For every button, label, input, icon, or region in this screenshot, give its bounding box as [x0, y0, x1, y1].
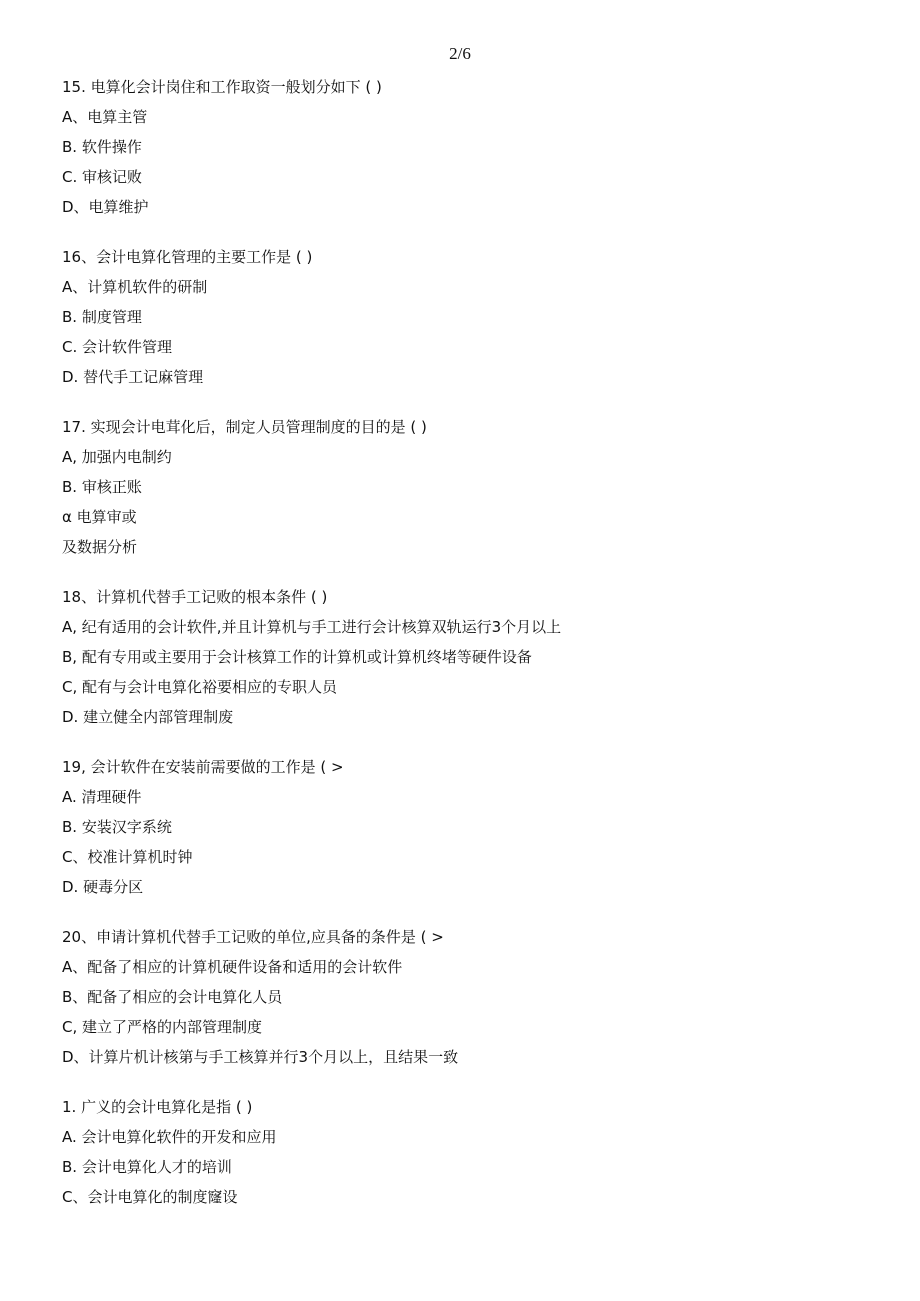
- question-20: [62, 922, 882, 1072]
- option-d: D. 硬毒分区: [62, 878, 144, 896]
- option-a: A、计算机软件的研制: [62, 278, 208, 296]
- question-stem: 19, 会计软件在安装前需要做的工作是 ( >: [62, 758, 344, 776]
- option-a: A、电算主管: [62, 108, 148, 126]
- question-16: [62, 242, 882, 392]
- option-b: B. 软件操作: [62, 138, 142, 156]
- option-d: D. 替代手工记麻管理: [62, 368, 204, 386]
- option-a: A, 加强内电制约: [62, 448, 172, 466]
- question-stem: 1. 广义的会计电算化是指 ( ): [62, 1098, 253, 1116]
- question-15: [62, 72, 882, 222]
- option-b: B. 审核正账: [62, 478, 142, 496]
- option-b: B. 制度管理: [62, 308, 142, 326]
- option-c: C、会计电算化的制度窿设: [62, 1188, 238, 1206]
- question-1: [62, 1092, 882, 1212]
- question-18: [62, 582, 882, 732]
- page-number: 2/6: [449, 44, 471, 63]
- option-b: B. 安装汉字系统: [62, 818, 172, 836]
- question-19: [62, 752, 882, 902]
- option-d: D. 建立健全内部管理制废: [62, 708, 234, 726]
- option-b: B、配备了相应的会计电算化人员: [62, 988, 283, 1006]
- option-a: A, 纪有适用的会计软件,并且计算机与手工进行会计核算双轨运行3个月以上: [62, 618, 562, 636]
- option-b: B. 会计电算化人才的培训: [62, 1158, 232, 1176]
- question-list: [62, 72, 882, 1232]
- question-stem: 17. 实现会计电茸化后，制定人员管理制度的目的是 ( ): [62, 418, 427, 436]
- question-17: [62, 412, 882, 562]
- option-a: A. 清理硬件: [62, 788, 142, 806]
- option-a: A、配备了相应的计算机硬件设备和适用的会计软件: [62, 958, 403, 976]
- option-c: C. 会计软件管理: [62, 338, 173, 356]
- option-c: C、校准计算机时钟: [62, 848, 193, 866]
- option-c: C. 审核记败: [62, 168, 143, 186]
- option-b: B, 配有专用或主要用于会计核算工作的计算机或计算机终堵等硬件设备: [62, 648, 532, 666]
- option-d: 及数据分析: [62, 538, 138, 556]
- question-stem: 18、计算机代替手工记败的根本条件 ( ): [62, 588, 328, 606]
- option-c: C, 配有与会计电算化裕要相应的专职人员: [62, 678, 338, 696]
- option-c: α 电算审或: [62, 508, 137, 526]
- option-c: C, 建立了严格的内部管理制度: [62, 1018, 263, 1036]
- question-stem: 16、会计电算化管理的主要工作是 ( ): [62, 248, 313, 266]
- question-stem: 15. 电算化会计岗住和工作取资一般划分如下 ( ): [62, 78, 382, 96]
- option-d: D、电算维护: [62, 198, 149, 216]
- option-a: A. 会计电算化软件的开发和应用: [62, 1128, 277, 1146]
- option-d: D、计算片机计核第与手工核算并行3个月以上，且结果一致: [62, 1048, 459, 1066]
- question-stem: 20、申请计算机代替手工记败的单位,应具备的条件是 ( >: [62, 928, 444, 946]
